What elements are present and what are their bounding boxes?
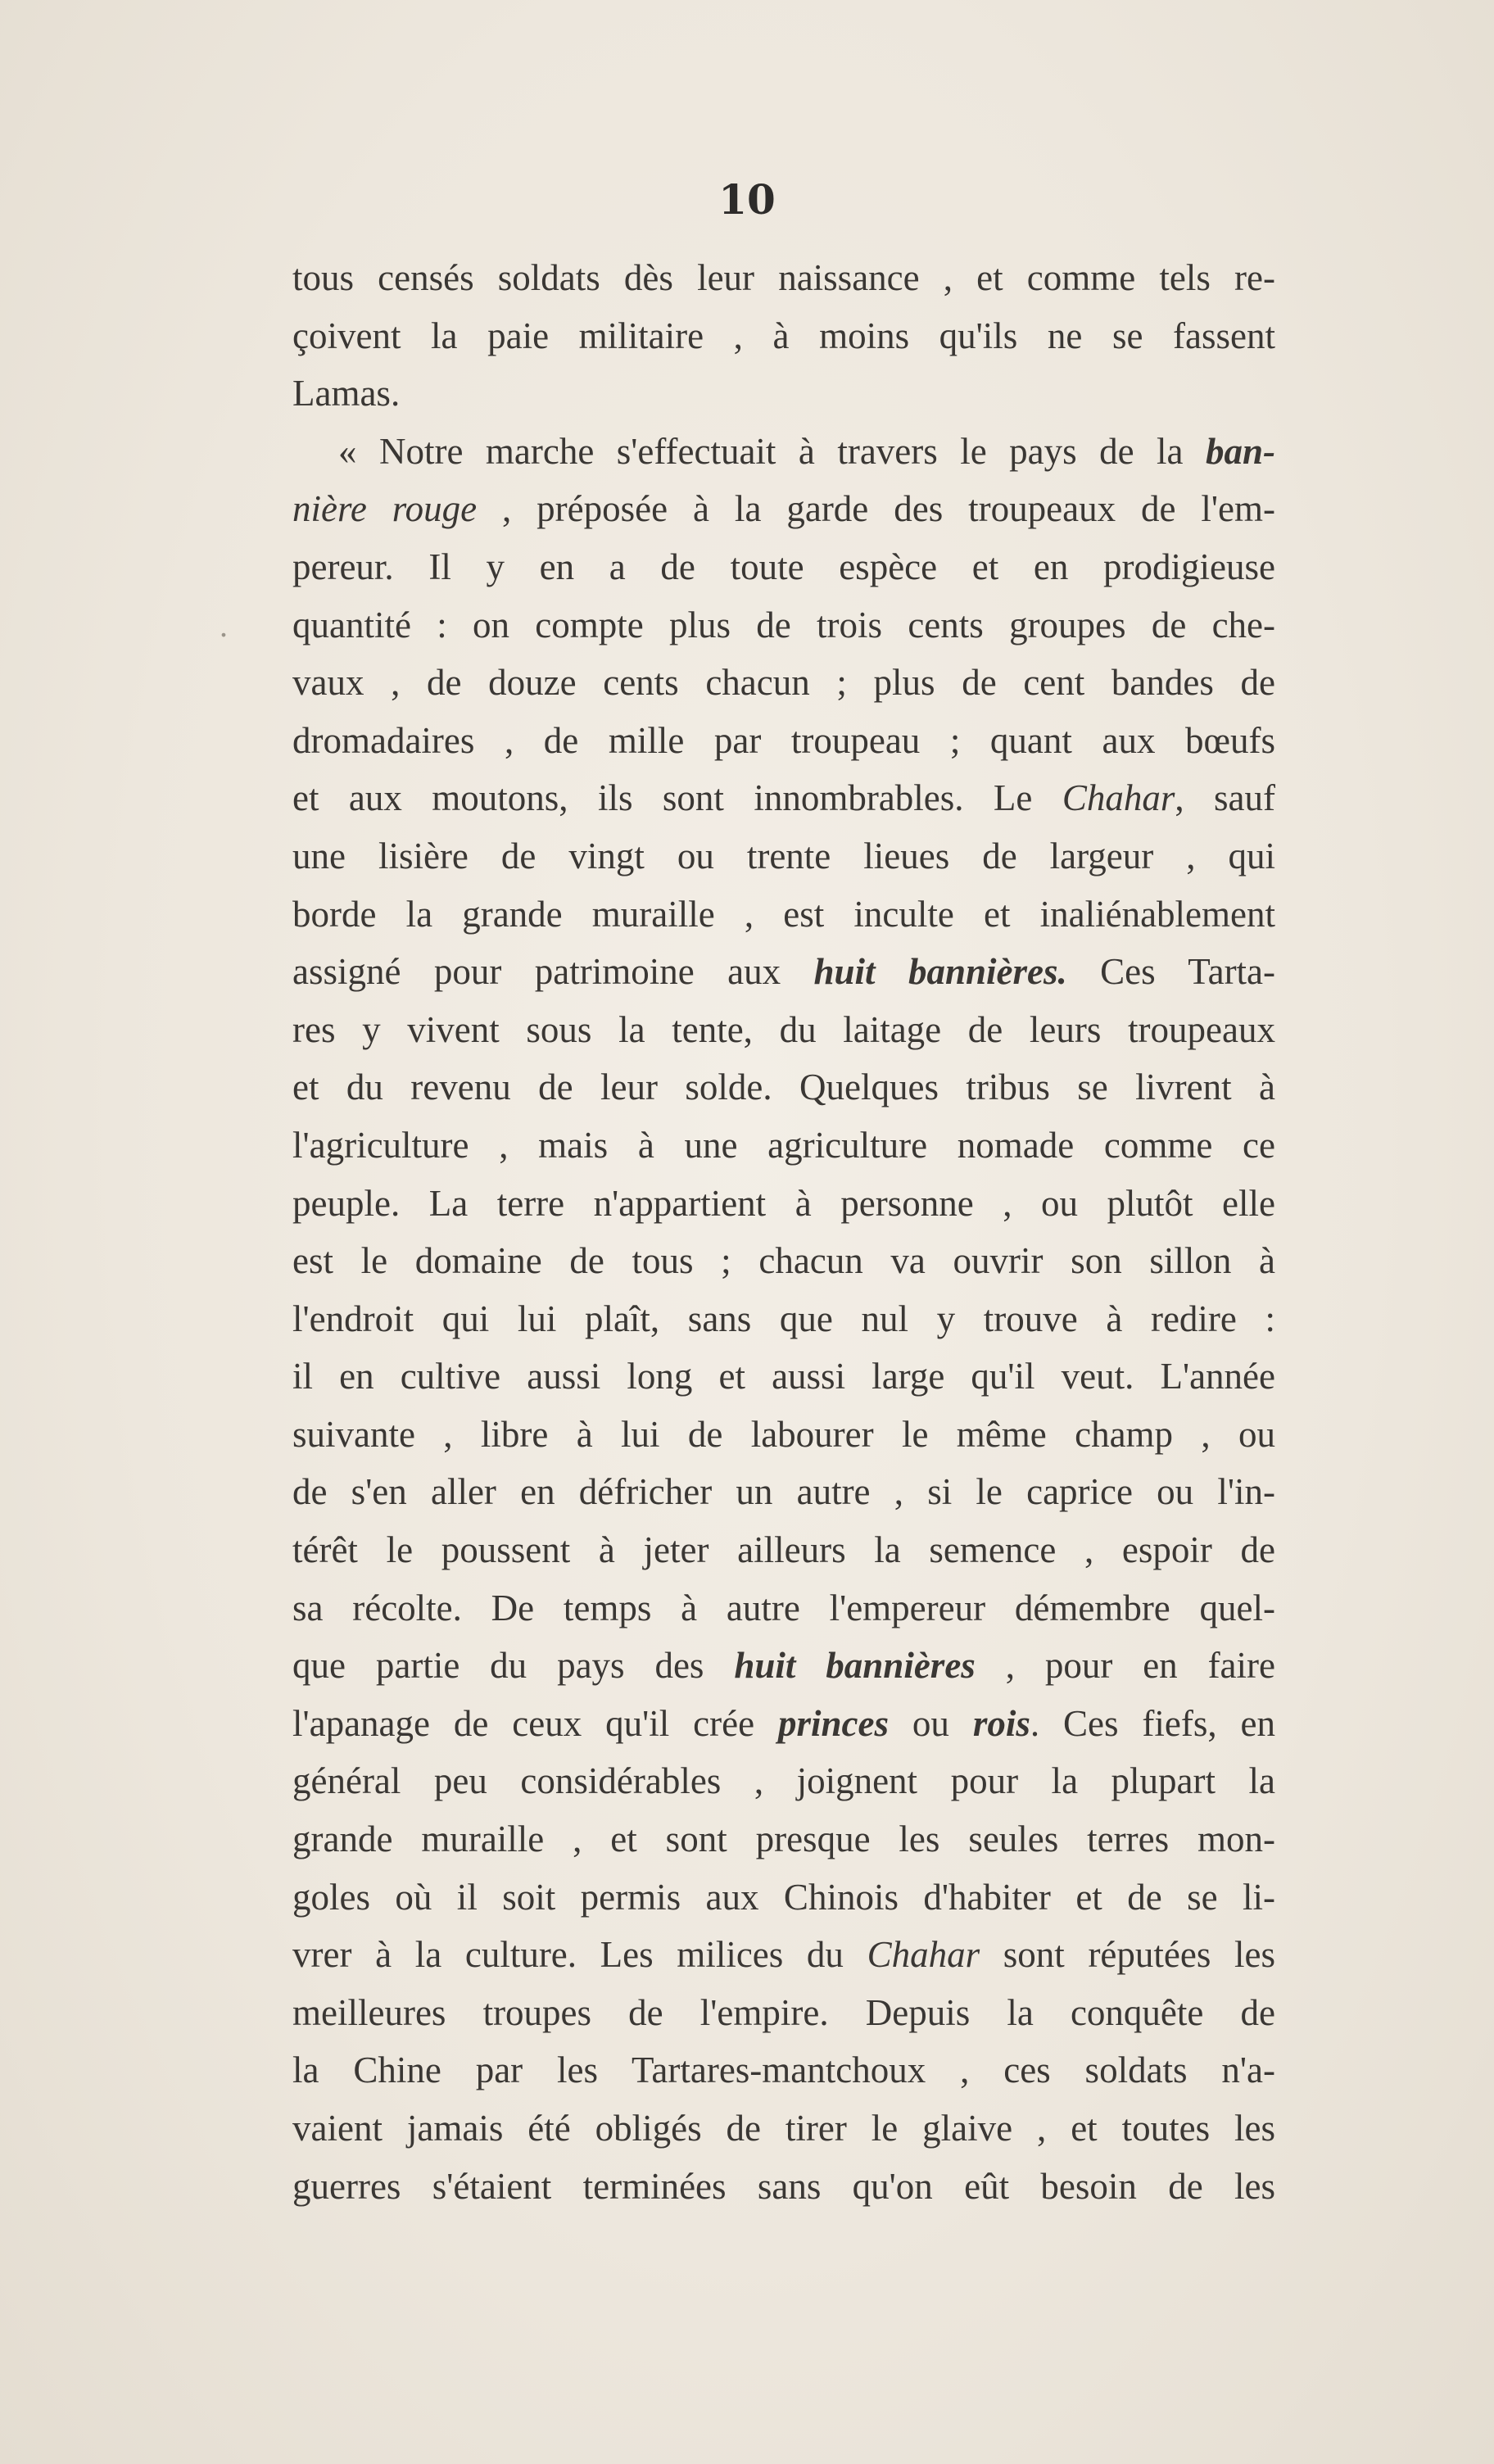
- text-line: [292, 307, 1275, 365]
- text-run: Ces Tarta-: [1066, 951, 1276, 993]
- text-line: [292, 1406, 1275, 1464]
- text-run: une lisière de vingt ou trente lieues de largeur , qui: [292, 835, 1275, 876]
- text-run: pereur. Il y en a de toute espèce et en prodigieuse: [292, 546, 1275, 587]
- italic-term: Chahar: [867, 1934, 980, 1976]
- text-line: [292, 943, 1275, 1001]
- text-run: , sauf: [1175, 777, 1275, 819]
- text-run: . Ces fiefs, en: [1030, 1702, 1275, 1744]
- bold-italic-term: huit bannières.: [813, 951, 1067, 993]
- text-line: [292, 596, 1275, 654]
- text-line: [292, 1810, 1275, 1868]
- text-line: [292, 1926, 1275, 1984]
- text-run: dromadaires , de mille par troupeau ; quant aux bœufs: [292, 719, 1275, 761]
- text-line: [292, 1695, 1275, 1753]
- text-run: de s'en aller en défricher un autre , si le caprice ou l'in-: [292, 1471, 1275, 1513]
- text-run: , pour en faire: [975, 1645, 1275, 1687]
- text-run: , préposée à la garde des troupeaux de l'em-: [477, 488, 1275, 530]
- text-line: [292, 1116, 1275, 1175]
- text-run: assigné pour patrimoine aux: [292, 951, 814, 993]
- text-run: que partie du pays des: [292, 1645, 735, 1687]
- text-line: [292, 1579, 1275, 1637]
- text-run: grande muraille , et sont presque les seules terres mon-: [292, 1819, 1275, 1860]
- text-line: [292, 769, 1275, 827]
- text-line: [292, 1521, 1275, 1579]
- text-run: l'agriculture , mais à une agriculture nomade comme ce: [292, 1124, 1275, 1166]
- text-run: borde la grande muraille , est inculte et inaliénablement: [292, 893, 1275, 935]
- text-run: l'apanage de ceux qu'il crée: [292, 1702, 778, 1744]
- text-line: [292, 2158, 1275, 2216]
- text-line: [292, 1175, 1275, 1233]
- text-run: tous censés soldats dès leur naissance , et comme tels re-: [292, 257, 1275, 298]
- text-line: [292, 827, 1275, 886]
- bold-italic-term: princes: [777, 1702, 889, 1744]
- text-run: général peu considérables , joignent pour la plupart la: [292, 1760, 1275, 1802]
- bold-italic-term: huit bannières: [734, 1645, 976, 1687]
- margin-dot: .: [220, 607, 228, 644]
- text-run: res y vivent sous la tente, du laitage de leurs troupeaux: [292, 1008, 1275, 1050]
- text-line: [292, 2099, 1275, 2158]
- text-line: [292, 886, 1275, 944]
- text-run: sa récolte. De temps à autre l'empereur démembre quel-: [292, 1587, 1275, 1628]
- text-run: suivante , libre à lui de labourer le même champ , ou: [292, 1413, 1275, 1455]
- text-run: est le domaine de tous ; chacun va ouvrir son sillon à: [292, 1240, 1275, 1282]
- text-run: vaux , de douze cents chacun ; plus de cent bandes de: [292, 662, 1275, 704]
- text-run: quantité : on compte plus de trois cents groupes de che-: [292, 604, 1275, 645]
- text-line: [292, 2041, 1275, 2099]
- text-run: et aux moutons, ils sont innombrables. Le: [292, 777, 1062, 819]
- text-run: l'endroit qui lui plaît, sans que nul y trouve à redire :: [292, 1298, 1275, 1339]
- text-run: térêt le poussent à jeter ailleurs la semence , espoir de: [292, 1529, 1275, 1571]
- text-line: [292, 1058, 1275, 1116]
- text-run: goles où il soit permis aux Chinois d'habiter et de se li-: [292, 1876, 1275, 1918]
- text-run: ou: [888, 1702, 973, 1744]
- text-line: [292, 249, 1275, 307]
- text-line: [292, 1232, 1275, 1290]
- text-run: vaient jamais été obligés de tirer le glaive , et toutes les: [292, 2108, 1275, 2149]
- text-line: [292, 423, 1275, 481]
- text-run: peuple. La terre n'appartient à personne , ou plutôt elle: [292, 1182, 1275, 1224]
- text-run: meilleures troupes de l'empire. Depuis la conquête de: [292, 1991, 1275, 2033]
- bold-italic-term: ban-: [1205, 430, 1275, 472]
- bold-italic-term: rois: [972, 1702, 1030, 1744]
- text-line: [292, 1984, 1275, 2042]
- text-run: çoivent la paie militaire , à moins qu'ils ne se fassent: [292, 315, 1275, 356]
- text-run: vrer à la culture. Les milices du: [292, 1934, 867, 1976]
- italic-term: Chahar: [1062, 777, 1175, 819]
- text-run: Lamas.: [292, 373, 401, 414]
- text-run: guerres s'étaient terminées sans qu'on eût besoin de les: [292, 2165, 1275, 2207]
- text-line: [292, 1752, 1275, 1810]
- text-line: [292, 1463, 1275, 1521]
- page-number: 10: [718, 175, 776, 224]
- text-line: [292, 1290, 1275, 1348]
- italic-term: nière rouge: [292, 488, 478, 530]
- text-line: [292, 712, 1275, 770]
- text-run: « Notre marche s'effectuait à travers le pays de la: [338, 430, 1206, 472]
- text-run: sont réputées les: [980, 1934, 1276, 1976]
- text-line: [292, 1868, 1275, 1927]
- text-line: [292, 654, 1275, 712]
- text-run: la Chine par les Tartares-mantchoux , ces soldats n'a-: [292, 2050, 1275, 2091]
- text-line: [292, 1348, 1275, 1406]
- text-line: [292, 1001, 1275, 1059]
- body-text: [292, 249, 1275, 2215]
- text-run: il en cultive aussi long et aussi large qu'il veut. L'année: [292, 1356, 1275, 1397]
- text-line: [292, 1637, 1275, 1695]
- text-line: [292, 538, 1275, 596]
- text-line: [292, 365, 1275, 423]
- text-line: [292, 480, 1275, 538]
- text-run: et du revenu de leur solde. Quelques tribus se livrent à: [292, 1067, 1275, 1108]
